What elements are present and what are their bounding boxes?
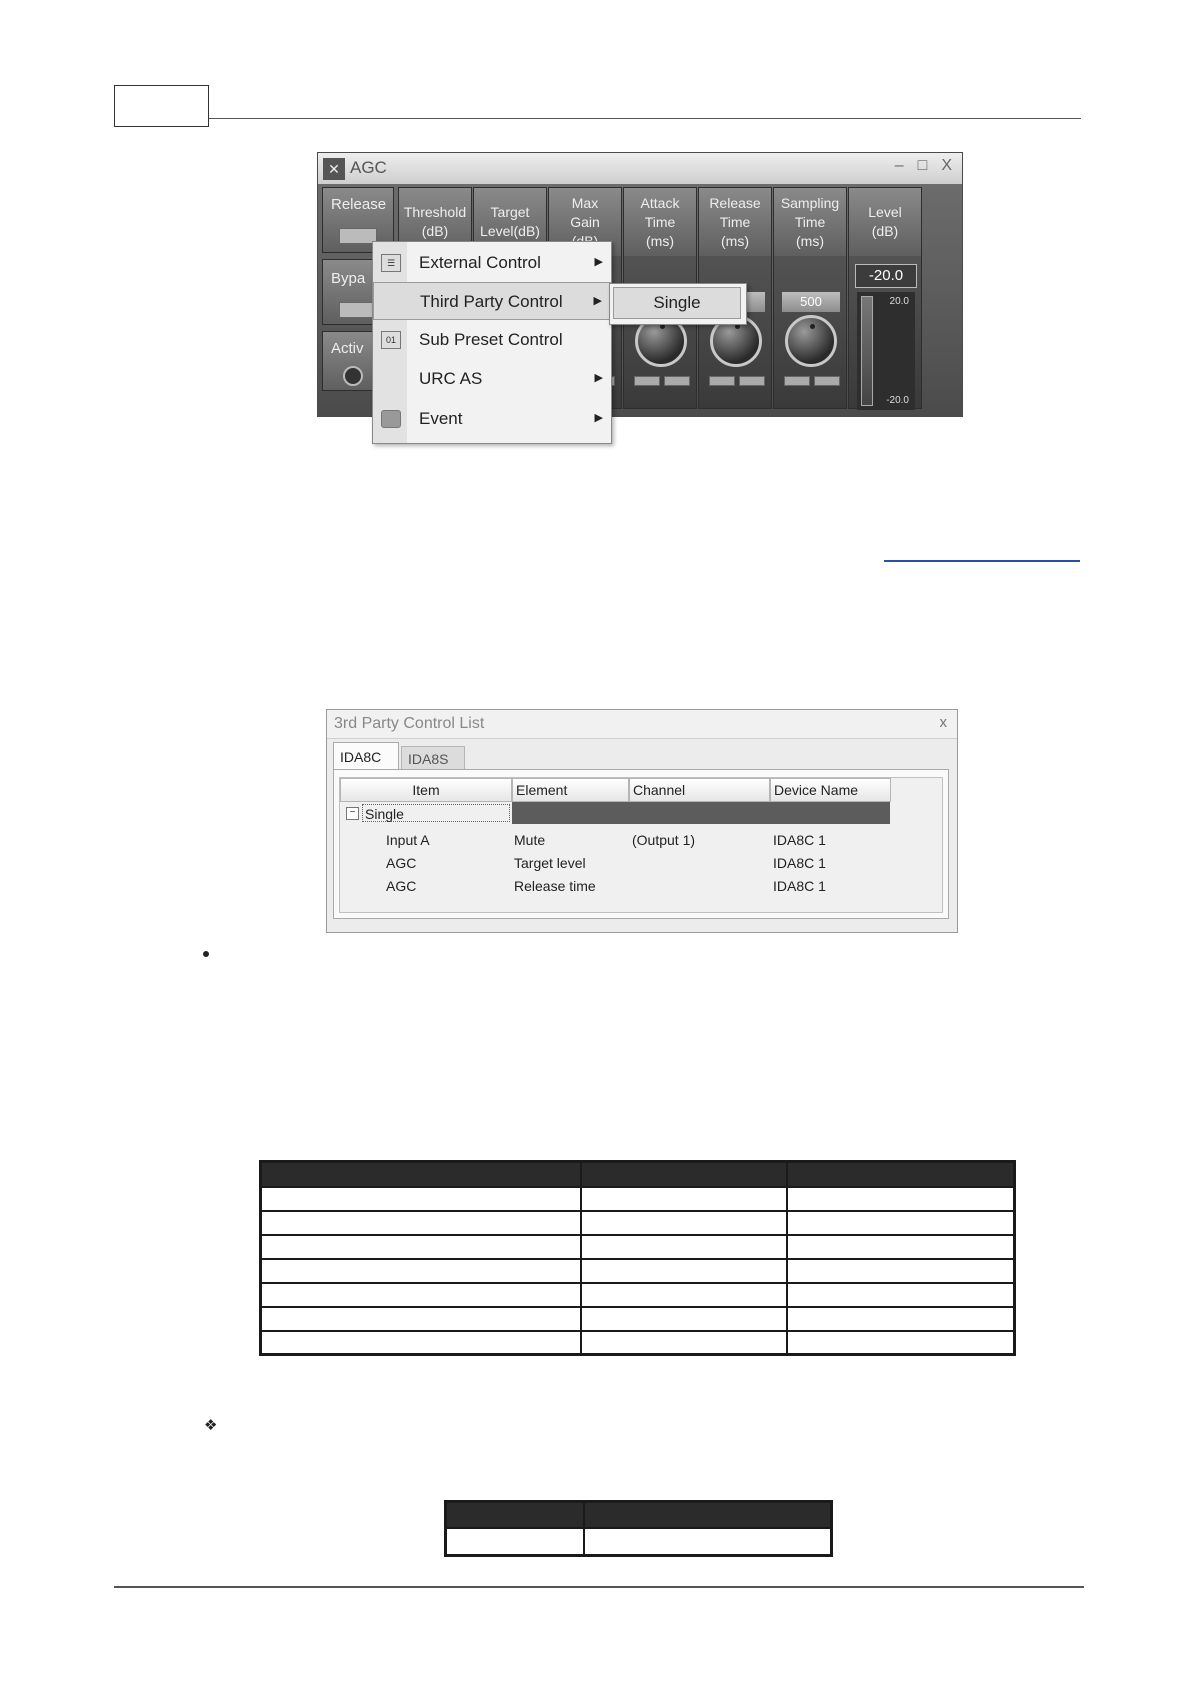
bypass-label: Bypa bbox=[331, 270, 366, 287]
release-label: Release bbox=[331, 196, 387, 213]
level-header: Level (dB) bbox=[849, 188, 921, 256]
header-rule bbox=[209, 118, 1081, 119]
table-row[interactable]: AGC Target level IDA8C 1 bbox=[386, 855, 826, 871]
col-header-item[interactable]: Item bbox=[340, 778, 512, 802]
col-header-channel[interactable]: Channel bbox=[629, 778, 770, 802]
submenu-arrow-icon: ▶ bbox=[594, 256, 603, 268]
menu-item-sub-preset-control[interactable]: 01 Sub Preset Control bbox=[373, 321, 611, 359]
sampling-time-header: Sampling Time (ms) bbox=[774, 188, 846, 256]
third-party-submenu bbox=[609, 283, 747, 325]
target-level-header: Target Level(dB) bbox=[474, 188, 546, 256]
level-meter bbox=[857, 292, 915, 410]
menu-item-third-party-control[interactable]: Third Party Control ▶ bbox=[373, 282, 611, 320]
agc-app-icon: ✕ bbox=[323, 158, 345, 180]
small-table bbox=[444, 1500, 833, 1557]
tab-ida8s-1[interactable]: IDA8S bbox=[401, 746, 465, 770]
external-control-icon: ☰ bbox=[381, 254, 401, 272]
third-party-control-window bbox=[326, 709, 958, 933]
table-row[interactable]: Input A Mute (Output 1) IDA8C 1 bbox=[386, 832, 826, 848]
event-icon bbox=[381, 410, 401, 428]
tpc-title-bar bbox=[327, 710, 957, 739]
threshold-header: Threshold (dB) bbox=[399, 188, 471, 256]
bullet-point bbox=[203, 951, 209, 957]
meter-scale-top: 20.0 bbox=[889, 296, 909, 307]
col-header-device-name[interactable]: Device Name bbox=[770, 778, 891, 802]
menu-item-urc-as[interactable]: URC AS ▶ bbox=[419, 369, 603, 388]
close-icon[interactable]: X bbox=[941, 157, 952, 174]
hyperlink-underline[interactable] bbox=[884, 560, 1080, 562]
sampling-time-column bbox=[773, 187, 847, 409]
context-menu bbox=[372, 241, 612, 444]
close-icon[interactable]: x bbox=[939, 714, 947, 731]
page-number-box bbox=[114, 85, 209, 127]
max-gain-header: Max Gain bbox=[549, 188, 621, 256]
col-header-element[interactable]: Element bbox=[512, 778, 629, 802]
sampling-time-value[interactable]: 500 bbox=[782, 292, 840, 312]
menu-item-event[interactable]: Event ▶ bbox=[373, 400, 611, 438]
submenu-arrow-icon: ▶ bbox=[593, 295, 602, 307]
collapse-icon[interactable]: − bbox=[346, 807, 359, 820]
level-column bbox=[848, 187, 922, 409]
table-header-row bbox=[447, 1503, 830, 1527]
attack-time-stepper[interactable] bbox=[634, 376, 690, 386]
minimize-icon[interactable]: – bbox=[894, 157, 904, 174]
group-row-bar bbox=[512, 802, 890, 824]
footer-rule bbox=[114, 1586, 1084, 1588]
submenu-arrow-icon: ▶ bbox=[594, 372, 603, 384]
diamond-bullet-icon: ❖ bbox=[204, 1417, 218, 1434]
agc-window-title: AGC bbox=[350, 158, 387, 177]
submenu-item-single[interactable]: Single bbox=[613, 287, 741, 319]
release-time-header: Release Time (ms) bbox=[699, 188, 771, 256]
sampling-time-knob[interactable] bbox=[785, 315, 837, 367]
sampling-time-stepper[interactable] bbox=[784, 376, 840, 386]
table-row[interactable]: AGC Release time IDA8C 1 bbox=[386, 878, 826, 894]
meter-scale-bottom: -20.0 bbox=[886, 395, 909, 406]
grid-header bbox=[340, 778, 891, 802]
active-led bbox=[343, 366, 363, 386]
maximize-icon[interactable]: □ bbox=[917, 157, 928, 174]
tab-ida8c-1[interactable]: IDA8C bbox=[333, 742, 399, 770]
release-time-stepper[interactable] bbox=[709, 376, 765, 386]
table-header-row bbox=[262, 1163, 1013, 1186]
tab-panel bbox=[333, 769, 949, 919]
menu-item-external-control[interactable]: ☰ External Control ▶ bbox=[373, 244, 611, 282]
tpc-window-title: 3rd Party Control List bbox=[334, 715, 485, 732]
control-list-grid bbox=[339, 777, 943, 913]
level-value: -20.0 bbox=[855, 264, 917, 288]
agc-title-bar bbox=[318, 153, 962, 184]
attack-time-header: Attack Time (ms) bbox=[624, 188, 696, 256]
submenu-arrow-icon: ▶ bbox=[594, 412, 603, 424]
group-label-single[interactable]: Single bbox=[362, 804, 510, 822]
sub-preset-icon: 01 bbox=[381, 331, 401, 349]
parameter-table bbox=[259, 1160, 1016, 1356]
active-label: Activ bbox=[331, 340, 364, 357]
